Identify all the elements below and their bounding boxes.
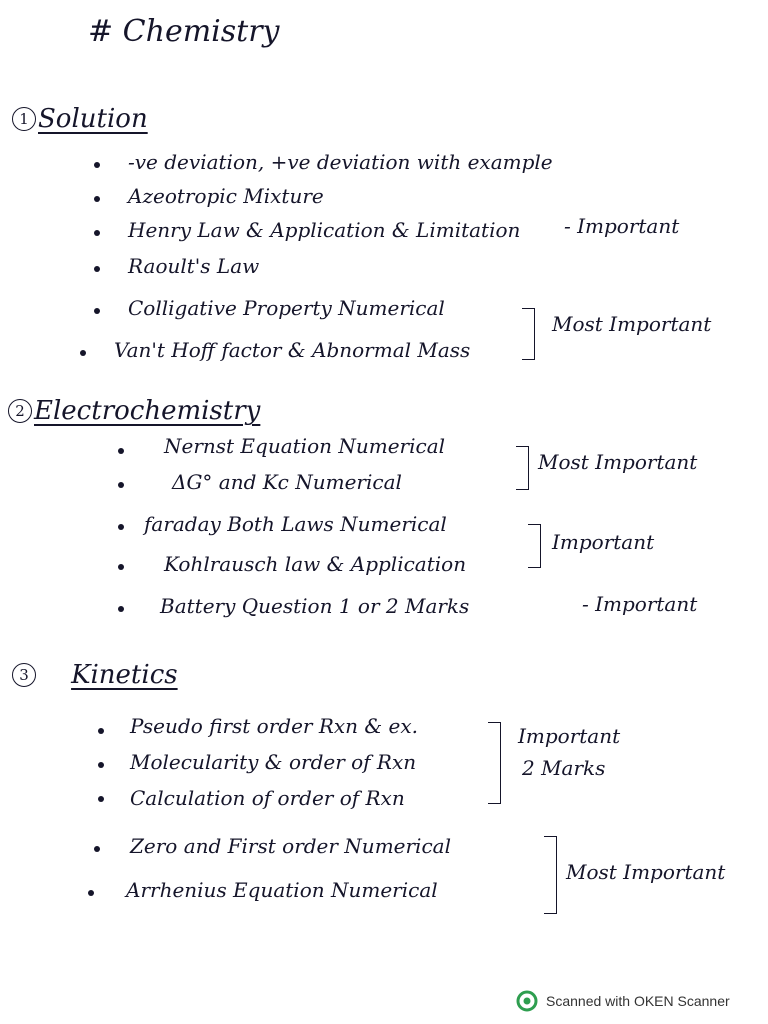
oken-scanner-logo-icon [516, 990, 538, 1012]
section-name: Kinetics [71, 660, 178, 690]
section-heading-solution [12, 104, 148, 134]
section-name: Electrochemistry [34, 396, 261, 426]
list-item: Battery Question 1 or 2 Marks [160, 594, 470, 618]
section-number: 3 [12, 663, 36, 687]
bullet [98, 796, 104, 802]
bullet [94, 308, 100, 314]
bullet [94, 846, 100, 852]
bullet [94, 266, 100, 272]
bullet [98, 728, 104, 734]
list-item: ΔG° and Kc Numerical [172, 470, 402, 494]
section-number: 2 [8, 399, 32, 423]
section-heading-kinetics [12, 660, 178, 690]
bracket [516, 446, 529, 490]
list-item: Van't Hoff factor & Abnormal Mass [114, 338, 471, 362]
section-number: 1 [12, 107, 36, 131]
bullet [94, 196, 100, 202]
section-name: Solution [38, 104, 148, 134]
note-marks: 2 Marks [522, 756, 606, 780]
bullet [118, 482, 124, 488]
list-item: Colligative Property Numerical [128, 296, 445, 320]
bullet [94, 162, 100, 168]
list-item: Kohlrausch law & Application [164, 552, 467, 576]
list-item: Calculation of order of Rxn [130, 786, 405, 810]
section-heading-electrochemistry [8, 396, 260, 426]
bullet [118, 448, 124, 454]
list-item: Henry Law & Application & Limitation [128, 218, 521, 242]
list-item: Arrhenius Equation Numerical [126, 878, 438, 902]
list-item: Nernst Equation Numerical [164, 434, 446, 458]
page-title: # Chemistry [88, 14, 280, 49]
bullet [118, 524, 124, 530]
bracket [488, 722, 501, 804]
note-important: - Important [582, 592, 698, 616]
list-item: Raoult's Law [128, 254, 260, 278]
bullet [118, 564, 124, 570]
bracket [544, 836, 557, 914]
note-important: - Important [564, 214, 680, 238]
list-item: Molecularity & order of Rxn [130, 750, 417, 774]
bracket [522, 308, 535, 360]
bullet [118, 606, 124, 612]
watermark-text: Scanned with OKEN Scanner [546, 993, 730, 1009]
note-most-important: Most Important [566, 860, 726, 884]
list-item: Pseudo first order Rxn & ex. [130, 714, 419, 738]
note-important: Important [552, 530, 655, 554]
scanner-watermark [516, 990, 730, 1012]
list-item: -ve deviation, +ve deviation with example [128, 150, 553, 174]
note-most-important: Most Important [552, 312, 712, 336]
bullet [88, 890, 94, 896]
bullet [80, 350, 86, 356]
list-item: faraday Both Laws Numerical [144, 512, 447, 536]
list-item: Zero and First order Numerical [130, 834, 451, 858]
bracket [528, 524, 541, 568]
list-item: Azeotropic Mixture [128, 184, 324, 208]
bullet [94, 230, 100, 236]
bullet [98, 762, 104, 768]
note-most-important: Most Important [538, 450, 698, 474]
note-important: Important [518, 724, 621, 748]
